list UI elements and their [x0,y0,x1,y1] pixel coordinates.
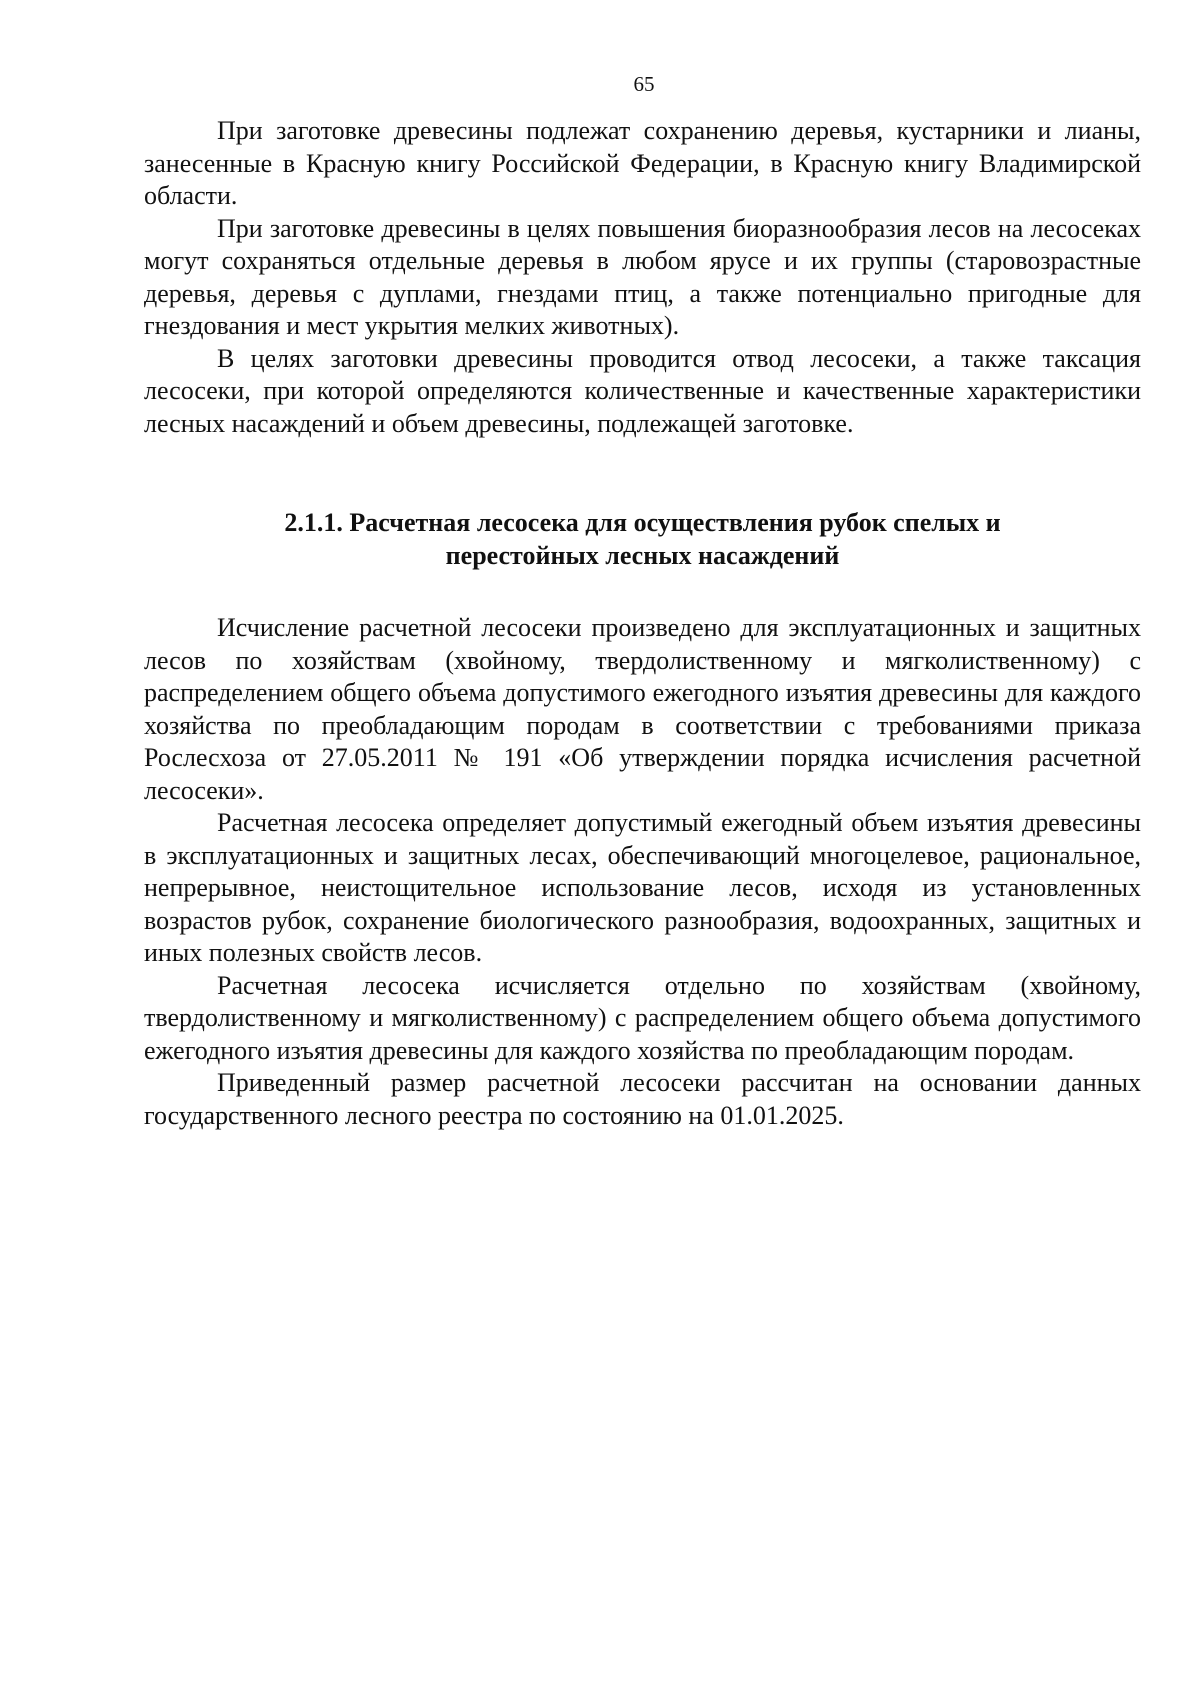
section-heading-line-2: перестойных лесных насаждений [445,541,840,570]
section-paragraph-3: Расчетная лесосека исчисляется отдельно по хозяйствам (хвойному, твердолиственному и мягколиственному) с распределением общего объема допустимого ежегодного изъятия древесины для каждого хозяйства по преобладающим породам. [144,970,1141,1065]
section-heading [144,506,1141,572]
intro-paragraph-2: При заготовке древесины в целях повышения биоразнообразия лесов на лесосеках могут сохраняться отдельные деревья в любом ярусе и их группы (старовозрастные деревья, деревья с дуплами, гнездами птиц, а также потенциально пригодные для гнездования и мест укрытия мелких животных). [144,213,1141,340]
intro-paragraph-1: При заготовке древесины подлежат сохранению деревья, кустарники и лианы, занесенные в Красную книгу Российской Федерации, в Красную книгу Владимирской области. [144,116,1141,210]
page-number: 65 [633,72,655,96]
section-paragraph-1: Исчисление расчетной лесосеки произведено для эксплуатационных и защитных лесов по хозяйствам (хвойному, твердолиственному и мягколиственному) с распределением общего объема допустимого ежегодного изъятия древесины для каждого хозяйства по преобладающим породам в соответствии с требованиями приказа Рослесхоза от 27.05.2011 № 191 «Об утверждении порядка исчисления расчетной лесосеки». [144,613,1141,805]
intro-section [144,115,1141,440]
section-body [144,612,1141,1132]
page-content [144,115,1141,1132]
section-heading-line-1: 2.1.1. Расчетная лесосека для осуществления рубок спелых и [284,508,1001,537]
intro-paragraph-3: В целях заготовки древесины проводится отвод лесосеки, а также таксация лесосеки, при которой определяются количественные и качественные характеристики лесных насаждений и объем древесины, подлежащей заготовке. [144,343,1141,438]
section-paragraph-2: Расчетная лесосека определяет допустимый ежегодный объем изъятия древесины в эксплуатационных и защитных лесах, обеспечивающий многоцелевое, рациональное, непрерывное, неистощительное использование лесов, исходя из установленных возрастов рубок, сохранение биологического разнообразия, водоохранных, защитных и иных полезных свойств лесов. [144,808,1141,967]
section-paragraph-4: Приведенный размер расчетной лесосеки рассчитан на основании данных государственного лесного реестра по состоянию на 01.01.2025. [144,1068,1141,1130]
